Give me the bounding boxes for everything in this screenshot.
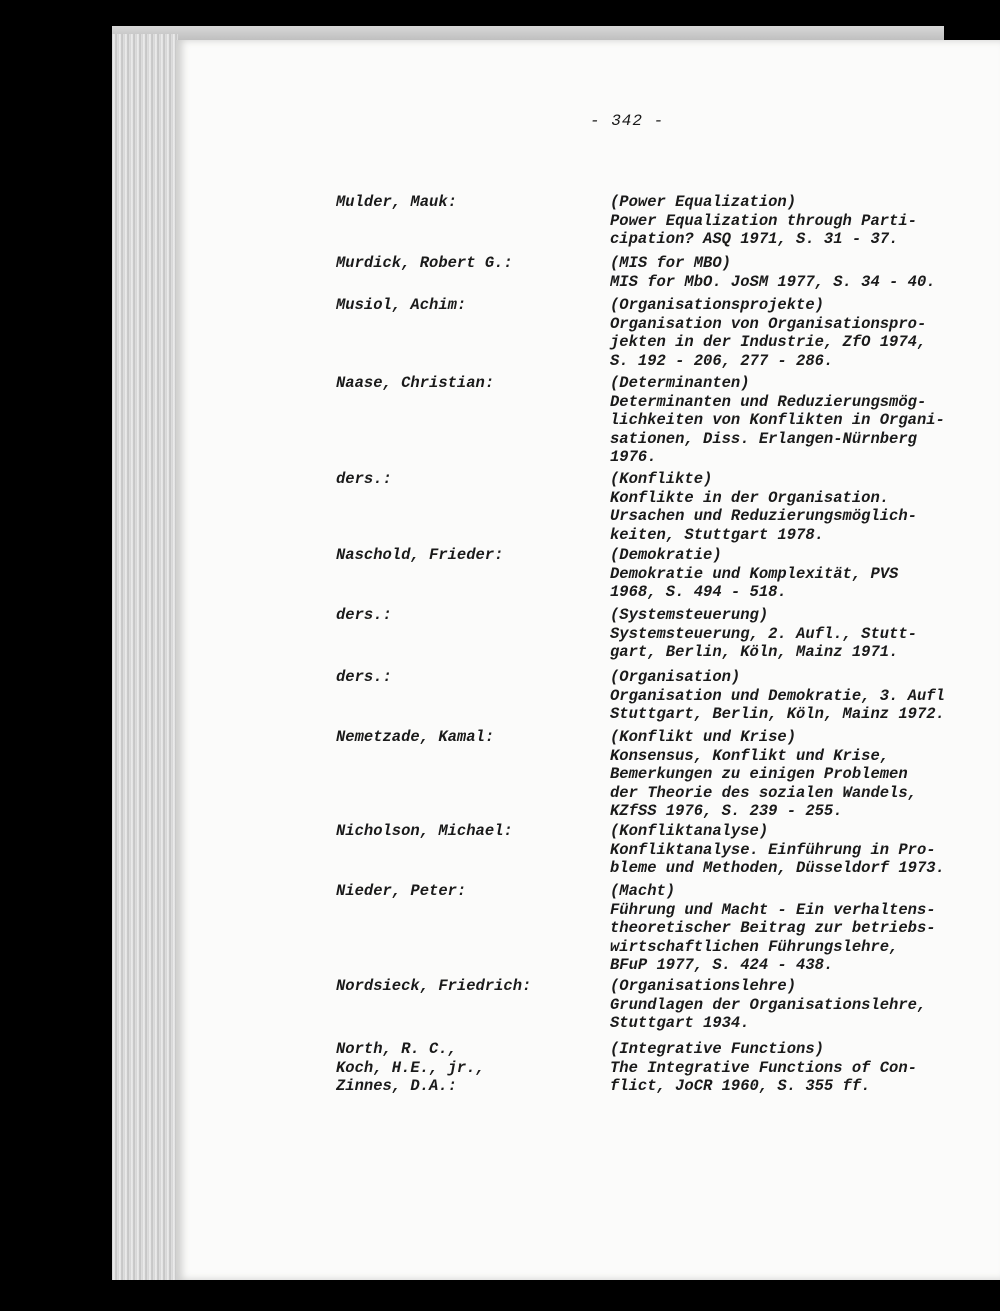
entry-reference	[610, 668, 945, 724]
entry-reference	[610, 374, 945, 467]
entry-author	[336, 822, 513, 841]
entry-author	[336, 296, 466, 315]
entry-short-title: (Systemsteuerung)	[610, 606, 769, 624]
entry-author	[336, 977, 531, 996]
reference-line: cipation? ASQ 1971, S. 31 - 37.	[610, 230, 899, 249]
entry-short-title: (Determinanten)	[610, 374, 750, 392]
entry-author	[336, 1040, 485, 1096]
entry-reference	[610, 546, 898, 602]
author-line: Naase, Christian:	[336, 374, 495, 392]
reference-line: S. 192 - 206, 277 - 286.	[610, 351, 834, 370]
entry-reference	[610, 977, 926, 1033]
entry-author	[336, 254, 513, 273]
entry-reference	[610, 254, 936, 291]
entry-short-title: (Konfliktanalyse)	[610, 822, 769, 840]
author-line: Nicholson, Michael:	[336, 822, 513, 840]
entry-reference	[610, 1040, 917, 1096]
entry-short-title: (Power Equalization)	[610, 193, 797, 211]
entry-reference	[610, 296, 926, 370]
author-line: Nordsieck, Friedrich:	[336, 977, 532, 995]
entry-reference	[610, 882, 936, 975]
reference-line: keiten, Stuttgart 1978.	[610, 525, 824, 544]
entry-author	[336, 546, 503, 565]
entry-short-title: (Konflikt und Krise)	[610, 728, 797, 746]
entry-author	[336, 668, 392, 687]
reference-line: The Integrative Functions of Con-	[610, 1058, 917, 1077]
entry-author	[336, 728, 494, 747]
page-number: - 342 -	[590, 112, 665, 130]
reference-line: Stuttgart 1934.	[610, 1014, 750, 1033]
reference-line: BFuP 1977, S. 424 - 438.	[610, 956, 834, 975]
reference-line: wirtschaftlichen Führungslehre,	[610, 937, 899, 956]
reference-line: 1976.	[610, 448, 657, 467]
reference-line: sationen, Diss. Erlangen-Nürnberg	[610, 429, 917, 448]
reference-line: Systemsteuerung, 2. Aufl., Stutt-	[610, 624, 917, 643]
author-line: North, R. C.,	[336, 1040, 457, 1058]
entry-author	[336, 882, 466, 901]
reference-line: flict, JoCR 1960, S. 355 ff.	[610, 1077, 871, 1096]
author-line: Murdick, Robert G.:	[336, 254, 513, 272]
reference-line: Determinanten und Reduzierungsmög-	[610, 392, 927, 411]
author-line: Zinnes, D.A.:	[336, 1077, 457, 1096]
reference-line: Stuttgart, Berlin, Köln, Mainz 1972.	[610, 705, 945, 724]
reference-line: Konflikte in der Organisation.	[610, 488, 890, 507]
reference-line: Ursachen und Reduzierungsmöglich-	[610, 507, 917, 526]
reference-line: MIS for MbO. JoSM 1977, S. 34 - 40.	[610, 272, 936, 291]
entry-reference	[610, 822, 945, 878]
entry-reference	[610, 193, 917, 249]
entry-short-title: (Organisationsprojekte)	[610, 296, 824, 314]
reference-line: 1968, S. 494 - 518.	[610, 583, 787, 602]
reference-line: Power Equalization through Parti-	[610, 211, 917, 230]
entry-short-title: (Organisationslehre)	[610, 977, 797, 995]
author-line: Nieder, Peter:	[336, 882, 467, 900]
entry-short-title: (Integrative Functions)	[610, 1040, 824, 1058]
reference-line: Führung und Macht - Ein verhaltens-	[610, 900, 936, 919]
reference-line: Konsensus, Konflikt und Krise,	[610, 746, 890, 765]
entry-short-title: (Demokratie)	[610, 546, 722, 564]
entry-short-title: (Konflikte)	[610, 470, 713, 488]
reference-line: theoretischer Beitrag zur betriebs-	[610, 919, 936, 938]
reference-line: Bemerkungen zu einigen Problemen	[610, 765, 908, 784]
entry-author	[336, 193, 457, 212]
reference-line: gart, Berlin, Köln, Mainz 1971.	[610, 643, 899, 662]
reference-line: Organisation von Organisationspro-	[610, 314, 927, 333]
author-line: Musiol, Achim:	[336, 296, 467, 314]
reference-line: der Theorie des sozialen Wandels,	[610, 783, 917, 802]
reference-line: Organisation und Demokratie, 3. Aufl	[610, 686, 945, 705]
entry-short-title: (MIS for MBO)	[610, 254, 731, 272]
reference-line: Konfliktanalyse. Einführung in Pro-	[610, 840, 936, 859]
entry-short-title: (Macht)	[610, 882, 676, 900]
author-line: ders.:	[336, 470, 392, 488]
entry-author	[336, 606, 392, 625]
author-line: Nemetzade, Kamal:	[336, 728, 495, 746]
reference-line: KZfSS 1976, S. 239 - 255.	[610, 802, 843, 821]
author-line: ders.:	[336, 606, 392, 624]
reference-line: lichkeiten von Konflikten in Organi-	[610, 411, 945, 430]
reference-line: bleme und Methoden, Düsseldorf 1973.	[610, 859, 945, 878]
entry-reference	[610, 470, 917, 544]
entry-reference	[610, 728, 917, 821]
reference-line: Demokratie und Komplexität, PVS	[610, 564, 899, 583]
author-line: Mulder, Mauk:	[336, 193, 457, 211]
author-line: ders.:	[336, 668, 392, 686]
entry-author	[336, 374, 494, 393]
entry-reference	[610, 606, 917, 662]
reference-line: jekten in der Industrie, ZfO 1974,	[610, 333, 927, 352]
entry-author	[336, 470, 392, 489]
author-line: Koch, H.E., jr.,	[336, 1058, 485, 1077]
entry-short-title: (Organisation)	[610, 668, 741, 686]
reference-line: Grundlagen der Organisationslehre,	[610, 995, 927, 1014]
author-line: Naschold, Frieder:	[336, 546, 504, 564]
